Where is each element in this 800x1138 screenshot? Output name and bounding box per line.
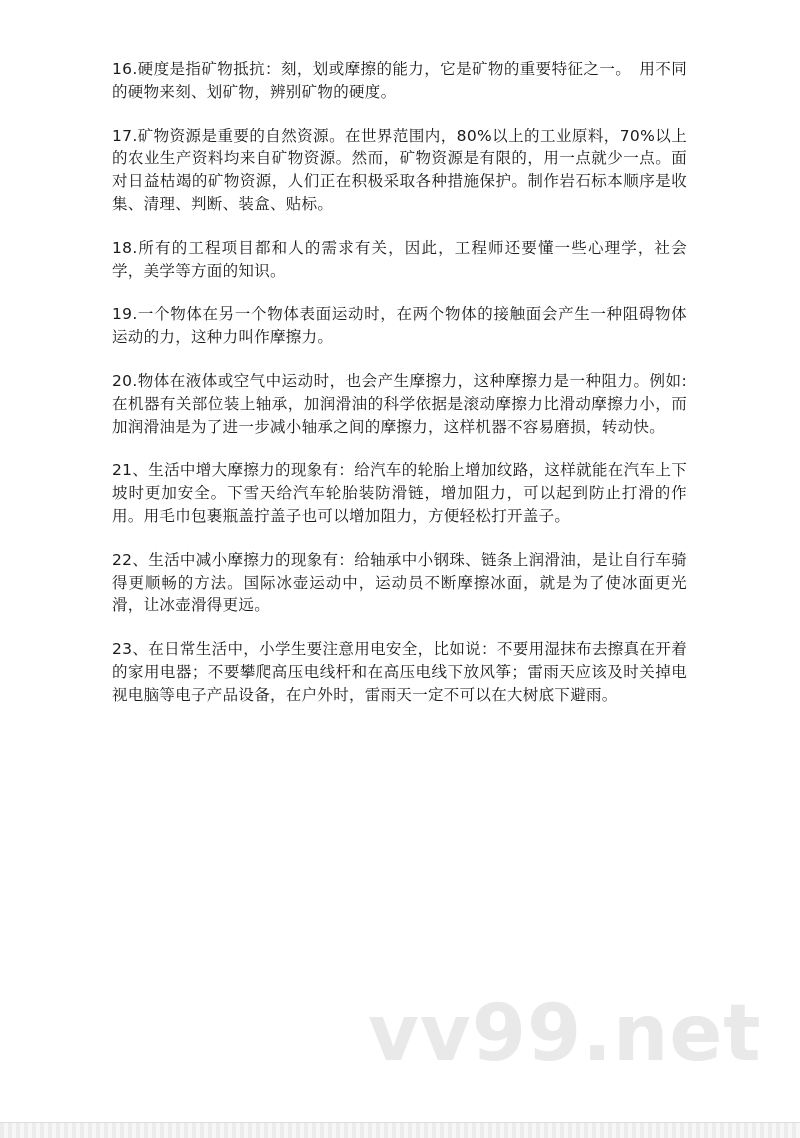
paragraph-22-reduce-friction: 22、生活中减小摩擦力的现象有：给轴承中小钢珠、链条上润滑油，是让自行车骑得更顺畅的方法。国际冰壶运动中，运动员不断摩擦冰面，就是为了使冰面更光滑，让冰壶滑得更远。 (112, 550, 687, 615)
paragraph-18-engineering: 18.所有的工程项目都和人的需求有关，因此，工程师还要懂一些心理学，社会学，美学等方面的知识。 (112, 238, 687, 280)
page-bottom-edge (0, 1122, 800, 1138)
paragraph-19-friction-definition: 19.一个物体在另一个物体表面运动时，在两个物体的接触面会产生一种阻碍物体运动的力，这种力叫作摩擦力。 (112, 305, 687, 347)
paragraph-21-increase-friction: 21、生活中增大摩擦力的现象有：给汽车的轮胎上增加纹路，这样就能在汽车上下坡时更加安全。下雪天给汽车轮胎装防滑链，增加阻力，可以起到防止打滑的作用。用毛巾包裹瓶盖拧盖子也可以增加阻力，方便轻松打开盖子。 (112, 461, 687, 525)
paragraph-20-fluid-friction: 20.物体在液体或空气中运动时，也会产生摩擦力，这种摩擦力是一种阻力。例如:在机器有关部位装上轴承，加润滑油的科学依据是滚动摩擦力比滑动摩擦力小，而加润滑油是为了进一步减小轴承之间的摩擦力，这样机器不容易磨损，转动快。 (112, 371, 687, 436)
paragraph-16-hardness: 16.硬度是指矿物抵抗：刻，划或摩擦的能力，它是矿物的重要特征之一。 用不同的硬物来刻、划矿物，辨别矿物的硬度。 (112, 60, 687, 101)
paragraph-23-electrical-safety: 23、在日常生活中，小学生要注意用电安全，比如说：不要用湿抹布去擦真在开着的家用电器；不要攀爬高压电线杆和在高压电线下放风筝；雷雨天应该及时关掉电视电脑等电子产品设备，在户外时，雷雨天一定不可以在大树底下避雨。 (112, 640, 687, 704)
document-body (112, 58, 687, 728)
paragraph-17-mineral-resources: 17.矿物资源是重要的自然资源。在世界范围内，80%以上的工业原料，70%以上的农业生产资料均来自矿物资源。然而，矿物资源是有限的，用一点就少一点。面对日益枯竭的矿物资源，人们正在积极采取各种措施保护。制作岩石标本顺序是收集、清理、判断、装盒、贴标。 (112, 126, 687, 213)
watermark-text: vv99.net (368, 989, 762, 1079)
